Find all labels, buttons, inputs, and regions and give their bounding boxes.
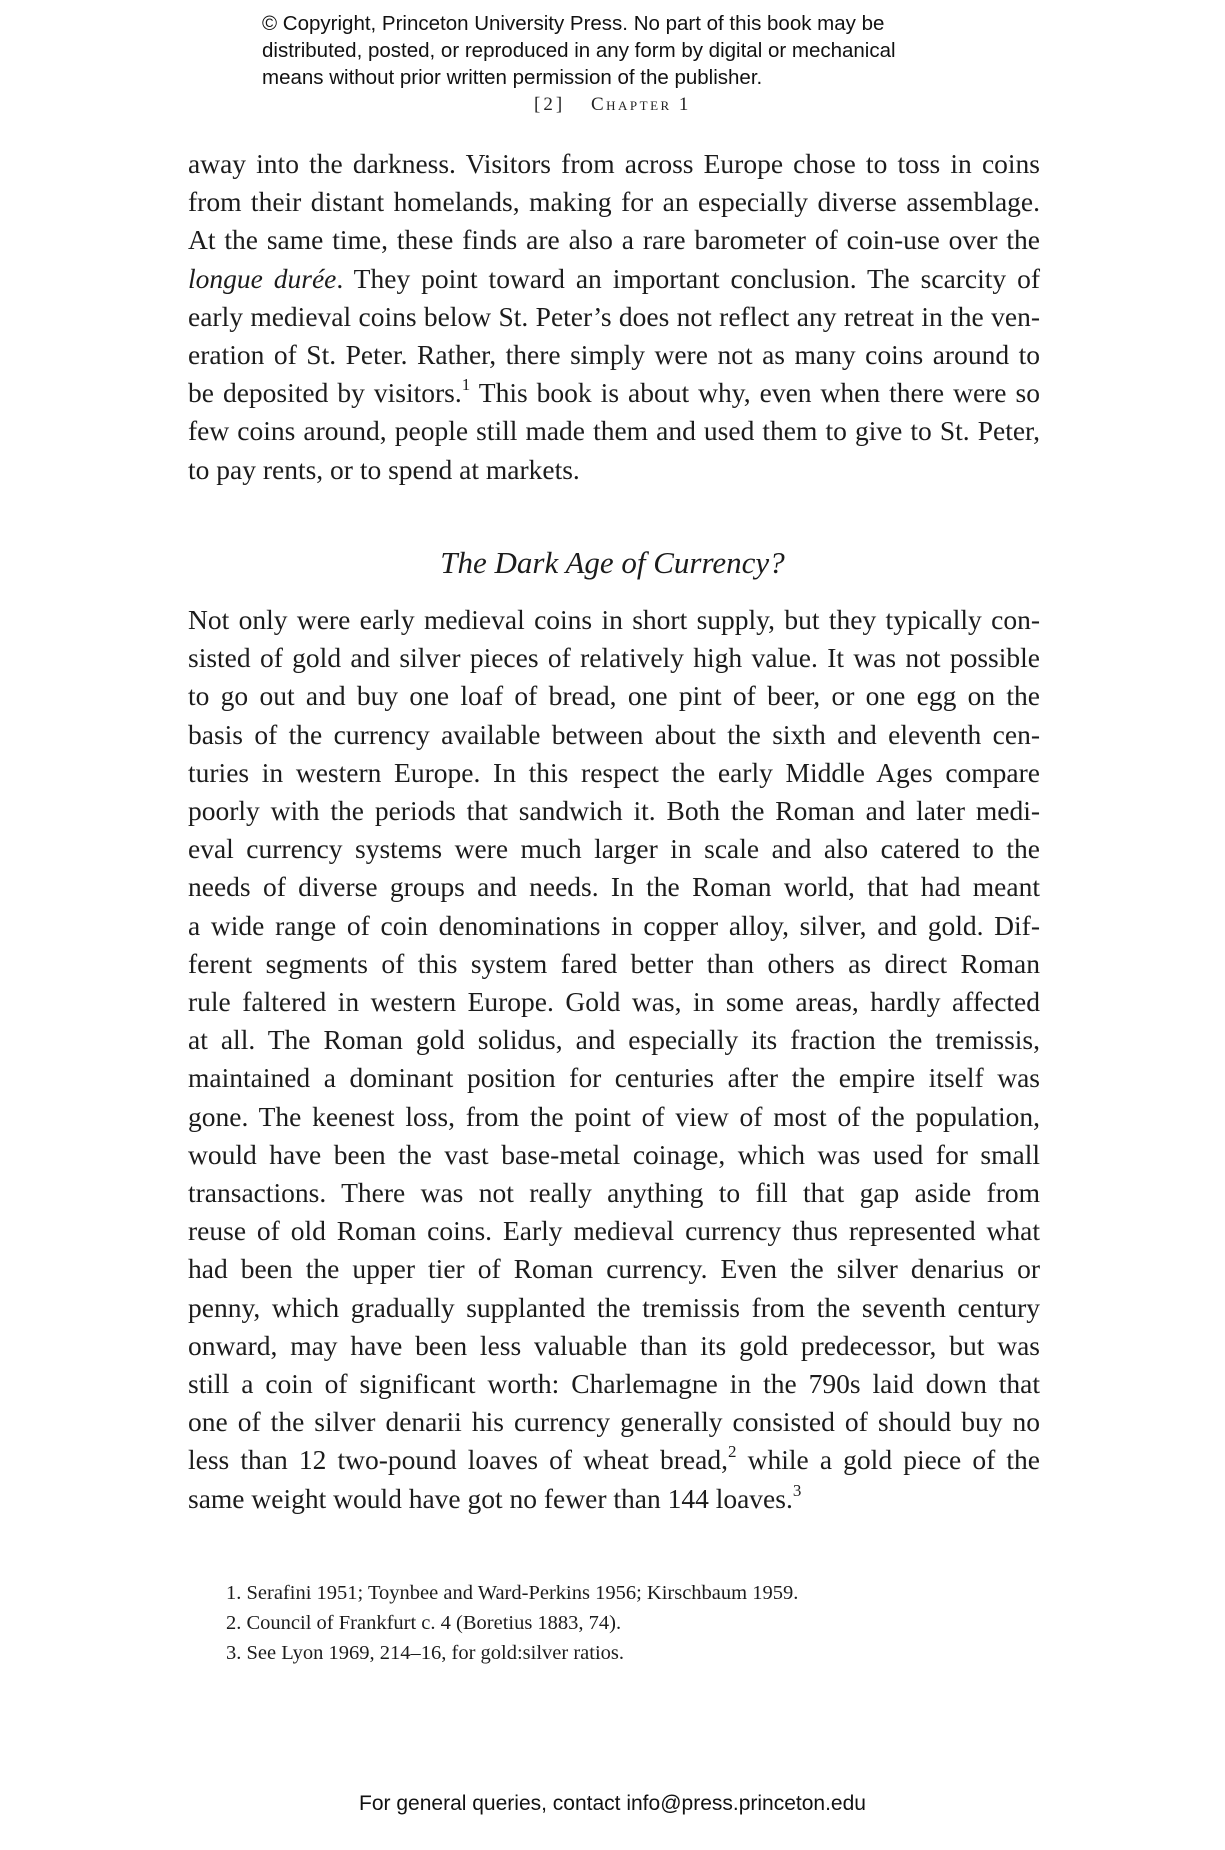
text-line: turies in western Europe. In this respect the early Middle Ages compare xyxy=(188,756,1040,788)
text-line: onward, may have been less valuable than its gold predecessor, but was xyxy=(188,1329,1040,1361)
text-line: sisted of gold and silver pieces of relatively high value. It was not possible xyxy=(188,642,1040,674)
section-heading: The Dark Age of Currency? xyxy=(440,545,785,580)
footnote-ref-1: 1 xyxy=(461,375,471,395)
text-line: would have been the vast base-metal coinage, which was used for small xyxy=(188,1138,1040,1170)
running-head xyxy=(0,94,1225,116)
text-line: eration of St. Peter. Rather, there simply were not as many coins around to xyxy=(188,339,1040,371)
text-line: eval currency systems were much larger in scale and also catered to the xyxy=(188,833,1040,865)
text-line: still a coin of significant worth: Charlemagne in the 790s laid down that xyxy=(188,1368,1040,1400)
text-line: a wide range of coin denominations in copper alloy, silver, and gold. Dif- xyxy=(188,909,1040,941)
text-line: at all. The Roman gold solidus, and especially its fraction the tremissis, xyxy=(188,1024,1040,1056)
text-line: be deposited by visitors.$^1$ This book is about why, even when there were so xyxy=(188,375,1040,409)
text-line: early medieval coins below St. Peter’s does not reflect any retreat in the ven- xyxy=(188,300,1040,332)
text-line: to go out and buy one loaf of bread, one pint of beer, or one egg on the xyxy=(188,680,1040,712)
footnote-1: 1. Serafini 1951; Toynbee and Ward-Perkins 1956; Kirschbaum 1959. xyxy=(226,1582,799,1604)
text-line: poorly with the periods that sandwich it. Both the Roman and later medi- xyxy=(188,795,1040,827)
footnote-2: 2. Council of Frankfurt c. 4 (Boretius 1883, 74). xyxy=(226,1612,622,1634)
text-line: gone. The keenest loss, from the point of view of most of the population, xyxy=(188,1100,1040,1132)
text-line: basis of the currency available between about the sixth and eleventh cen- xyxy=(188,718,1040,750)
footnote-ref-2: 2 xyxy=(727,1442,737,1462)
text-line: longue durée. They point toward an important conclusion. The scarcity of xyxy=(188,262,1040,294)
text-line: needs of diverse groups and needs. In the Roman world, that had meant xyxy=(188,871,1040,903)
italic-phrase: longue durée xyxy=(188,262,337,294)
copyright-line: © Copyright, Princeton University Press. No part of this book may be xyxy=(262,12,885,35)
page-number: [2] xyxy=(534,94,566,115)
text-line: away into the darkness. Visitors from across Europe chose to toss in coins xyxy=(188,148,1040,179)
text-line: maintained a dominant position for centuries after the empire itself was xyxy=(188,1062,1040,1094)
text-line: reuse of old Roman coins. Early medieval currency thus represented what xyxy=(188,1215,1040,1247)
footnote-ref-3: 3 xyxy=(792,1480,802,1500)
copyright-line: distributed, posted, or reproduced in any form by digital or mechanical xyxy=(262,39,896,62)
text-line: had been the upper tier of Roman currency. Even the silver denarius or xyxy=(188,1253,1040,1285)
text-line: rule faltered in western Europe. Gold was, in some areas, hardly affected xyxy=(188,986,1040,1018)
text-line: Not only were early medieval coins in short supply, but they typically con- xyxy=(188,604,1040,635)
body-paragraph-2 xyxy=(188,601,1040,1518)
footnotes xyxy=(226,1578,798,1668)
text-line: less than 12 two-pound loaves of wheat bread,$^2$ while a gold piece of the xyxy=(188,1442,1040,1476)
text-line: from their distant homelands, making for an especially diverse assemblage. xyxy=(188,186,1040,218)
text-line: same weight would have got no fewer than 144 loaves.$^3$ xyxy=(188,1480,802,1514)
body-paragraph-1 xyxy=(188,145,1040,489)
text-line: to pay rents, or to spend at markets. xyxy=(188,453,580,485)
footer-contact: For general queries, contact info@press.princeton.edu xyxy=(359,1792,866,1815)
text-line: transactions. There was not really anything to fill that gap aside from xyxy=(188,1177,1040,1209)
text-line: few coins around, people still made them and used them to give to St. Peter, xyxy=(188,415,1040,447)
chapter-label: Chapter 1 xyxy=(590,94,691,115)
copyright-line: means without prior written permission of the publisher. xyxy=(262,66,763,89)
copyright-notice xyxy=(262,10,982,91)
text-line: one of the silver denarii his currency generally consisted of should buy no xyxy=(188,1406,1040,1438)
text-line: At the same time, these finds are also a rare barometer of coin-use over the xyxy=(188,224,1040,256)
text-line: ferent segments of this system fared better than others as direct Roman xyxy=(188,947,1040,979)
text-line: penny, which gradually supplanted the tremissis from the seventh century xyxy=(188,1291,1040,1323)
footnote-3: 3. See Lyon 1969, 214–16, for gold:silver ratios. xyxy=(226,1642,624,1664)
